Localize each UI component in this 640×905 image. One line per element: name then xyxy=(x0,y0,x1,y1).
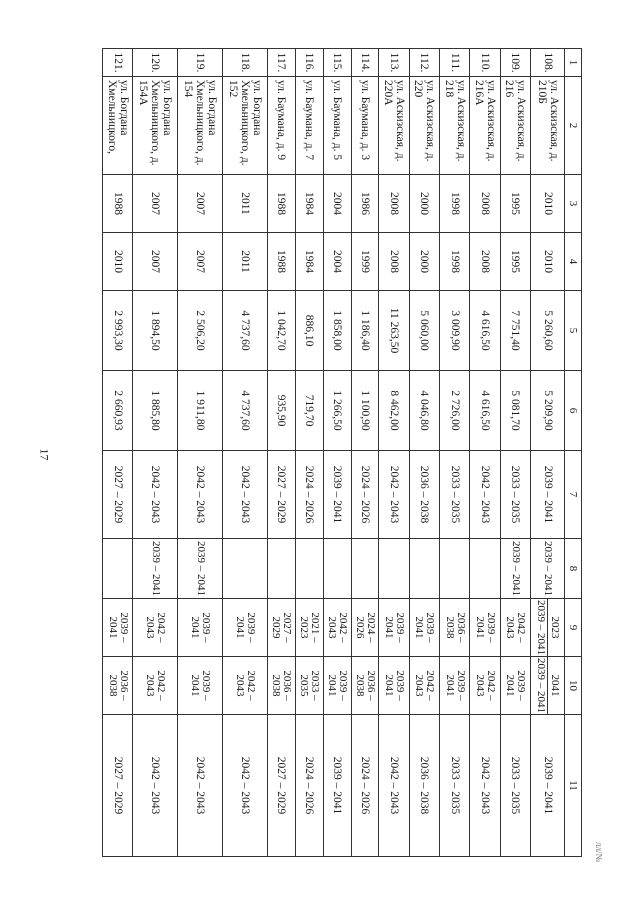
range-value: 2036 – 2038 xyxy=(443,612,467,643)
cell-c10 xyxy=(379,657,409,715)
first-row-c10: 2041 xyxy=(547,657,561,714)
cell-n: 111. xyxy=(440,49,470,77)
table-row xyxy=(323,49,351,857)
cell-c7: 2042 – 2043 xyxy=(379,451,409,539)
cell-c10 xyxy=(409,657,439,715)
cell-c6: 4 616,50 xyxy=(470,371,500,451)
cell-addr: ул. Баумана, д. 3 xyxy=(351,77,379,175)
range-value: 2039 – 2041 xyxy=(194,541,207,596)
column-header-2: 2 xyxy=(565,77,582,175)
cell-c9 xyxy=(500,599,530,657)
cell-c9 xyxy=(295,599,323,657)
cell-addr: ул. Аскизская, д. 220 xyxy=(409,77,439,175)
cell-addr: ул. Баумана, д. 9 xyxy=(268,77,296,175)
range-value: 2036 – 2038 xyxy=(106,670,130,701)
cell-c5: 1 186,40 xyxy=(351,291,379,371)
column-header-9: 9 xyxy=(565,599,582,657)
table-body xyxy=(103,49,565,857)
cell-c11: 2039 – 2041 xyxy=(323,715,351,857)
column-header-11: 11 xyxy=(565,715,582,857)
range-value: 2042 – 2043 xyxy=(234,670,258,701)
cell-c11: 2036 – 2038 xyxy=(409,715,439,857)
cell-c11: 2024 – 2026 xyxy=(295,715,323,857)
cell-c9 xyxy=(323,599,351,657)
cell-addr: ул. Аскизская, д. 216 xyxy=(500,77,530,175)
cell-c4: 2008 xyxy=(379,233,409,291)
cell-c9 xyxy=(103,599,133,657)
range-value: 2042 – 2043 xyxy=(413,670,437,701)
cell-c5: 4 616,50 xyxy=(470,291,500,371)
range-value: 2039 – 2041 xyxy=(326,670,350,701)
cell-addr: ул. Аскизская, д. 220А xyxy=(379,77,409,175)
column-header-10: 10 xyxy=(565,657,582,715)
cell-c9 xyxy=(409,599,439,657)
range-value: 2039 – 2041 xyxy=(535,600,548,655)
cell-c8 xyxy=(223,539,268,599)
cell-c4: 1999 xyxy=(351,233,379,291)
cell-c3: 1988 xyxy=(268,175,296,233)
cell-c9 xyxy=(223,599,268,657)
range-value: 2039 – 2041 xyxy=(504,670,528,701)
cell-c9 xyxy=(531,599,565,657)
cell-c6: 4 046,80 xyxy=(409,371,439,451)
cell-n: 115. xyxy=(323,49,351,77)
cell-c3: 2007 xyxy=(133,175,178,233)
cell-c10 xyxy=(295,657,323,715)
range-value: 2039 – 2041 xyxy=(474,612,498,643)
cell-addr: ул. Аскизская, д. 218 xyxy=(440,77,470,175)
range-value: 2039 – 2041 xyxy=(383,670,407,701)
range-value: 2039 – 2041 xyxy=(106,612,130,643)
cell-c4: 1998 xyxy=(440,233,470,291)
cell-c4: 1995 xyxy=(500,233,530,291)
cell-c6: 1 885,80 xyxy=(133,371,178,451)
cell-c11: 2039 – 2041 xyxy=(531,715,565,857)
range-value: 2042 – 2043 xyxy=(326,612,350,643)
cell-c10 xyxy=(178,657,223,715)
cell-c7: 2027 – 2029 xyxy=(268,451,296,539)
cell-c10 xyxy=(351,657,379,715)
table-row xyxy=(531,49,565,857)
cell-c11: 2042 – 2043 xyxy=(379,715,409,857)
cell-c10 xyxy=(440,657,470,715)
cell-c9 xyxy=(178,599,223,657)
range-value: 2039 – 2041 xyxy=(535,658,548,713)
table-row xyxy=(379,49,409,857)
table-row xyxy=(409,49,439,857)
range-value: 2042 – 2043 xyxy=(474,670,498,701)
cell-c6: 719,70 xyxy=(295,371,323,451)
cell-c7: 2042 – 2043 xyxy=(178,451,223,539)
cell-c5: 2 506,20 xyxy=(178,291,223,371)
range-value: 2039 – 2041 xyxy=(443,670,467,701)
cell-c7: 2042 – 2043 xyxy=(223,451,268,539)
cell-addr: ул. Богдана Хмельницкого, xyxy=(103,77,133,175)
cell-c8 xyxy=(379,539,409,599)
cell-c6: 1 266,50 xyxy=(323,371,351,451)
cell-c8 xyxy=(531,539,565,599)
cell-c7: 2024 – 2026 xyxy=(351,451,379,539)
range-value: 2039 – 2041 xyxy=(189,670,213,701)
table-rotator xyxy=(102,48,582,856)
cell-n: 108. xyxy=(531,49,565,77)
range-value: 2021 – 2023 xyxy=(298,612,322,643)
cell-c10 xyxy=(500,657,530,715)
cell-c3: 2008 xyxy=(470,175,500,233)
cell-n: 110. xyxy=(470,49,500,77)
column-header-1: 1 xyxy=(565,49,582,77)
cell-c8 xyxy=(351,539,379,599)
cell-c11: 2042 – 2043 xyxy=(470,715,500,857)
table-row xyxy=(351,49,379,857)
cell-c3: 1998 xyxy=(440,175,470,233)
cell-c7: 2033 – 2035 xyxy=(500,451,530,539)
cell-c4: 2010 xyxy=(531,233,565,291)
cell-addr: ул. Баумана, д. 5 xyxy=(323,77,351,175)
range-value: 2042 – 2043 xyxy=(144,670,168,701)
cell-c8 xyxy=(295,539,323,599)
cell-c3: 2008 xyxy=(379,175,409,233)
cell-c4: 1984 xyxy=(295,233,323,291)
table-row xyxy=(133,49,178,857)
schedule-table xyxy=(102,48,582,857)
cell-c6: 2 726,00 xyxy=(440,371,470,451)
cell-c3: 2010 xyxy=(531,175,565,233)
cell-c8 xyxy=(178,539,223,599)
cell-c3: 1988 xyxy=(103,175,133,233)
range-value: 2042 – 2043 xyxy=(504,612,528,643)
cell-n: 121. xyxy=(103,49,133,77)
column-header-7: 7 xyxy=(565,451,582,539)
cell-c9 xyxy=(351,599,379,657)
cell-c8 xyxy=(268,539,296,599)
cell-c10 xyxy=(103,657,133,715)
cell-c4: 1988 xyxy=(268,233,296,291)
cell-c6: 4 737,60 xyxy=(223,371,268,451)
cell-n: 114. xyxy=(351,49,379,77)
cell-n: 119. xyxy=(178,49,223,77)
cell-n: 120. xyxy=(133,49,178,77)
cell-addr: ул. Богдана Хмельницкого, д. 154 xyxy=(178,77,223,175)
cell-c4: 2008 xyxy=(470,233,500,291)
cell-addr: ул. Богдана Хмельницкого, д. 154А xyxy=(133,77,178,175)
cell-c10 xyxy=(323,657,351,715)
cell-c8 xyxy=(323,539,351,599)
column-header-6: 6 xyxy=(565,371,582,451)
cell-c8 xyxy=(103,539,133,599)
range-value: 2039 – 2041 xyxy=(189,612,213,643)
cell-c8 xyxy=(470,539,500,599)
column-header-8: 8 xyxy=(565,539,582,599)
cell-c6: 1 100,90 xyxy=(351,371,379,451)
table-row xyxy=(268,49,296,857)
range-value: 2024 – 2026 xyxy=(354,612,378,643)
cell-c9 xyxy=(440,599,470,657)
range-value: 2036 – 2038 xyxy=(354,670,378,701)
column-header-3: 3 xyxy=(565,175,582,233)
cell-c4: 2007 xyxy=(133,233,178,291)
range-value: 2039 – 2041 xyxy=(509,541,522,596)
cell-addr: ул. Аскизская, д. 210Б xyxy=(531,77,565,175)
cell-c11: 2042 – 2043 xyxy=(133,715,178,857)
range-value: 2039 – 2041 xyxy=(542,541,555,596)
cell-n: 112. xyxy=(409,49,439,77)
cell-addr: ул. Баумана, д. 7 xyxy=(295,77,323,175)
table-row xyxy=(103,49,133,857)
table-row xyxy=(470,49,500,857)
cell-c6: 5 081,70 xyxy=(500,371,530,451)
cell-c3: 2004 xyxy=(323,175,351,233)
cell-c7: 2027 – 2029 xyxy=(103,451,133,539)
first-row-c9: 2023 xyxy=(547,599,561,656)
column-header-4: 4 xyxy=(565,233,582,291)
cell-c4: 2004 xyxy=(323,233,351,291)
cell-c10 xyxy=(470,657,500,715)
cell-c5: 2 993,30 xyxy=(103,291,133,371)
cell-c9 xyxy=(268,599,296,657)
cell-addr: ул. Аскизская, д. 216А xyxy=(470,77,500,175)
cell-n: 117. xyxy=(268,49,296,77)
cell-c4: 2007 xyxy=(178,233,223,291)
cell-c7: 2039 – 2041 xyxy=(531,451,565,539)
cell-c3: 1995 xyxy=(500,175,530,233)
cell-c4: 2000 xyxy=(409,233,439,291)
cell-c11: 2033 – 2035 xyxy=(500,715,530,857)
corner-mark: лл/№ xyxy=(594,842,604,863)
range-value: 2039 – 2041 xyxy=(234,612,258,643)
cell-c8 xyxy=(440,539,470,599)
table-row xyxy=(223,49,268,857)
cell-c8 xyxy=(133,539,178,599)
range-value: 2027 – 2029 xyxy=(270,612,294,643)
cell-c8 xyxy=(409,539,439,599)
cell-c11: 2033 – 2035 xyxy=(440,715,470,857)
cell-c11: 2042 – 2043 xyxy=(223,715,268,857)
cell-c7: 2024 – 2026 xyxy=(295,451,323,539)
header-row xyxy=(565,49,582,857)
column-header-5: 5 xyxy=(565,291,582,371)
cell-c5: 1 858,00 xyxy=(323,291,351,371)
cell-c9 xyxy=(379,599,409,657)
cell-c5: 1 042,70 xyxy=(268,291,296,371)
page-number: 17 xyxy=(37,448,52,461)
cell-c4: 2010 xyxy=(103,233,133,291)
cell-c5: 886,10 xyxy=(295,291,323,371)
cell-c7: 2042 – 2043 xyxy=(133,451,178,539)
range-value: 2039 – 2041 xyxy=(383,612,407,643)
cell-c5: 1 894,50 xyxy=(133,291,178,371)
cell-c11: 2042 – 2043 xyxy=(178,715,223,857)
table-row xyxy=(440,49,470,857)
cell-c8 xyxy=(500,539,530,599)
cell-c4: 2011 xyxy=(223,233,268,291)
cell-c9 xyxy=(133,599,178,657)
cell-c5: 5 060,00 xyxy=(409,291,439,371)
cell-c5: 11 263,50 xyxy=(379,291,409,371)
cell-c5: 3 009,90 xyxy=(440,291,470,371)
cell-c7: 2039 – 2041 xyxy=(323,451,351,539)
cell-c7: 2033 – 2035 xyxy=(440,451,470,539)
cell-addr: ул. Богдана Хмельницкого, д. 152 xyxy=(223,77,268,175)
cell-c3: 2000 xyxy=(409,175,439,233)
range-value: 2042 – 2043 xyxy=(144,612,168,643)
cell-c11: 2027 – 2029 xyxy=(103,715,133,857)
cell-c3: 1984 xyxy=(295,175,323,233)
table-row xyxy=(500,49,530,857)
cell-c6: 935,90 xyxy=(268,371,296,451)
cell-c6: 8 462,00 xyxy=(379,371,409,451)
cell-c11: 2024 – 2026 xyxy=(351,715,379,857)
cell-c6: 2 660,93 xyxy=(103,371,133,451)
cell-c5: 7 751,40 xyxy=(500,291,530,371)
cell-c3: 2011 xyxy=(223,175,268,233)
range-value: 2036 – 2038 xyxy=(270,670,294,701)
cell-c10 xyxy=(223,657,268,715)
cell-c11: 2027 – 2029 xyxy=(268,715,296,857)
table-row xyxy=(178,49,223,857)
cell-c10 xyxy=(133,657,178,715)
cell-c10 xyxy=(268,657,296,715)
table-row xyxy=(295,49,323,857)
cell-c3: 2007 xyxy=(178,175,223,233)
cell-c6: 1 911,80 xyxy=(178,371,223,451)
range-value: 2033 – 2035 xyxy=(298,670,322,701)
cell-c7: 2042 – 2043 xyxy=(470,451,500,539)
cell-n: 118. xyxy=(223,49,268,77)
range-value: 2039 – 2041 xyxy=(149,541,162,596)
cell-n: 116. xyxy=(295,49,323,77)
cell-c5: 5 260,60 xyxy=(531,291,565,371)
cell-c3: 1986 xyxy=(351,175,379,233)
cell-c6: 5 209,90 xyxy=(531,371,565,451)
range-value: 2039 – 2041 xyxy=(413,612,437,643)
cell-n: 109. xyxy=(500,49,530,77)
cell-c7: 2036 – 2038 xyxy=(409,451,439,539)
cell-c9 xyxy=(470,599,500,657)
cell-c5: 4 737,60 xyxy=(223,291,268,371)
cell-n: 113. xyxy=(379,49,409,77)
cell-c10 xyxy=(531,657,565,715)
